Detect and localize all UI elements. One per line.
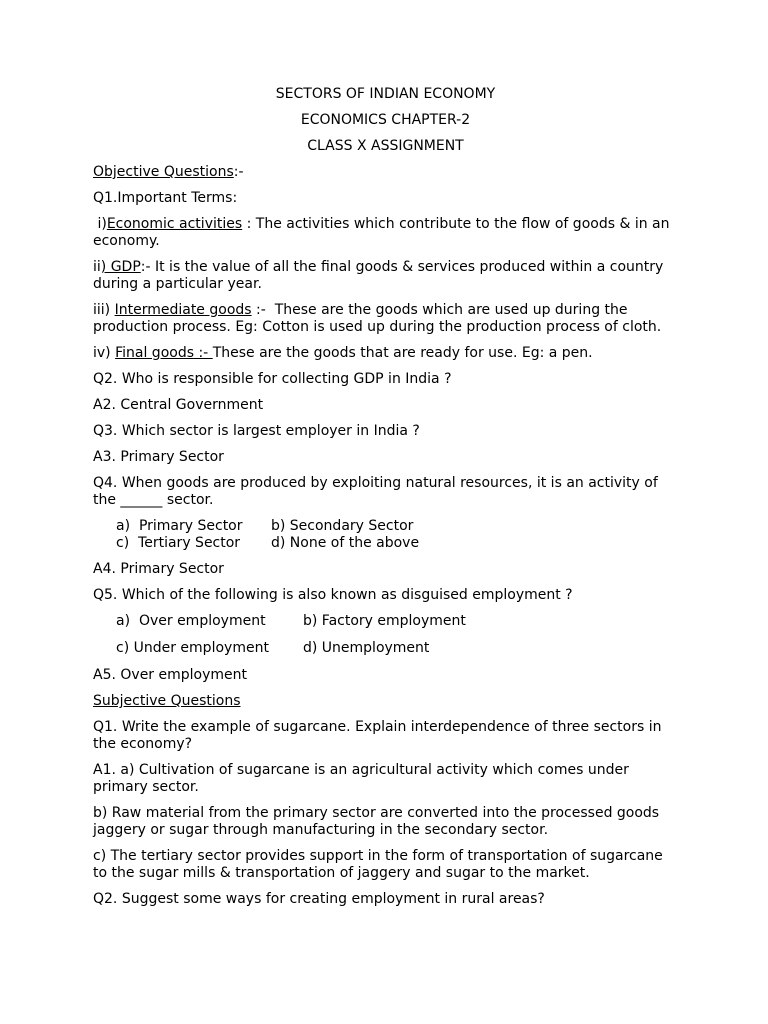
q4-options-row bbox=[116, 535, 678, 552]
objective-a2: A2. Central Government bbox=[93, 397, 264, 413]
term-gdp bbox=[93, 259, 678, 293]
term-intermediate-goods bbox=[93, 302, 678, 336]
term-definition: It is the value of all the final goods & services produced within a country during a particular year. bbox=[93, 259, 664, 292]
term-prefix: iii) bbox=[93, 302, 115, 318]
document-title: SECTORS OF INDIAN ECONOMY bbox=[275, 86, 496, 102]
term-definition: The activities which contribute to the flow of goods & in an economy. bbox=[93, 216, 670, 249]
q5-option-b: b) Factory employment bbox=[303, 613, 466, 629]
subjective-a1b: b) Raw material from the primary sector are converted into the processed goods jaggery or sugar through manufacturing in the secondary sector. bbox=[93, 805, 660, 838]
q4-option-d: d) None of the above bbox=[271, 535, 420, 551]
q5-options-row bbox=[116, 640, 678, 657]
term-name: Final goods :- bbox=[115, 345, 213, 361]
term-prefix: ii bbox=[93, 259, 101, 275]
q4-option-c: c) Tertiary Sector bbox=[116, 535, 241, 551]
term-name: ) GDP bbox=[100, 259, 141, 275]
term-separator: : bbox=[242, 216, 256, 232]
term-separator: :- bbox=[140, 259, 155, 275]
document-page bbox=[93, 86, 678, 917]
objective-a3: A3. Primary Sector bbox=[93, 449, 224, 465]
subjective-a1a: A1. a) Cultivation of sugarcane is an agricultural activity which comes under primary sector. bbox=[93, 762, 629, 795]
objective-q1: Q1.Important Terms: bbox=[93, 190, 238, 206]
q5-option-d: d) Unemployment bbox=[303, 640, 430, 656]
term-economic-activities bbox=[93, 216, 678, 250]
subjective-q1: Q1. Write the example of sugarcane. Explain interdependence of three sectors in the economy? bbox=[93, 719, 662, 752]
term-definition: These are the goods that are ready for use. Eg: a pen. bbox=[212, 345, 593, 361]
term-prefix: i) bbox=[93, 216, 107, 232]
q5-option-c: c) Under employment bbox=[116, 640, 269, 656]
subjective-q2: Q2. Suggest some ways for creating employment in rural areas? bbox=[93, 891, 545, 907]
document-subtitle: ECONOMICS CHAPTER-2 bbox=[300, 112, 471, 128]
q5-option-a: a) Over employment bbox=[116, 613, 266, 629]
objective-a4: A4. Primary Sector bbox=[93, 561, 224, 577]
q4-options-row bbox=[116, 518, 678, 535]
objective-heading-suffix: :- bbox=[233, 164, 244, 180]
objective-a5: A5. Over employment bbox=[93, 667, 247, 683]
objective-heading-label: Objective Questions bbox=[93, 164, 234, 180]
q4-option-b: b) Secondary Sector bbox=[271, 518, 414, 534]
term-name: Intermediate goods bbox=[114, 302, 252, 318]
q5-options-row bbox=[116, 613, 678, 630]
term-prefix: iv) bbox=[93, 345, 116, 361]
subjective-heading bbox=[93, 693, 678, 710]
objective-heading bbox=[93, 164, 678, 181]
subjective-heading-label: Subjective Questions bbox=[93, 693, 241, 709]
term-final-goods bbox=[93, 345, 678, 362]
q4-options bbox=[93, 518, 678, 552]
document-class-line: CLASS X ASSIGNMENT bbox=[307, 138, 464, 154]
objective-q3: Q3. Which sector is largest employer in India ? bbox=[93, 423, 420, 439]
objective-q2: Q2. Who is responsible for collecting GDP in India ? bbox=[93, 371, 452, 387]
q5-options bbox=[93, 613, 678, 657]
term-name: Economic activities bbox=[106, 216, 243, 232]
objective-q4: Q4. When goods are produced by exploiting natural resources, it is an activity of the ______ sector. bbox=[93, 475, 658, 508]
subjective-a1c: c) The tertiary sector provides support in the form of transportation of sugarcane to the sugar mills & transportation of jaggery and sugar to the market. bbox=[93, 848, 663, 881]
q4-option-a: a) Primary Sector bbox=[116, 518, 243, 534]
term-separator: :- bbox=[251, 302, 275, 318]
objective-q5: Q5. Which of the following is also known as disguised employment ? bbox=[93, 587, 573, 603]
term-definition: These are the goods which are used up during the production process. Eg: Cotton is used up during the production process of cloth. bbox=[93, 302, 662, 335]
